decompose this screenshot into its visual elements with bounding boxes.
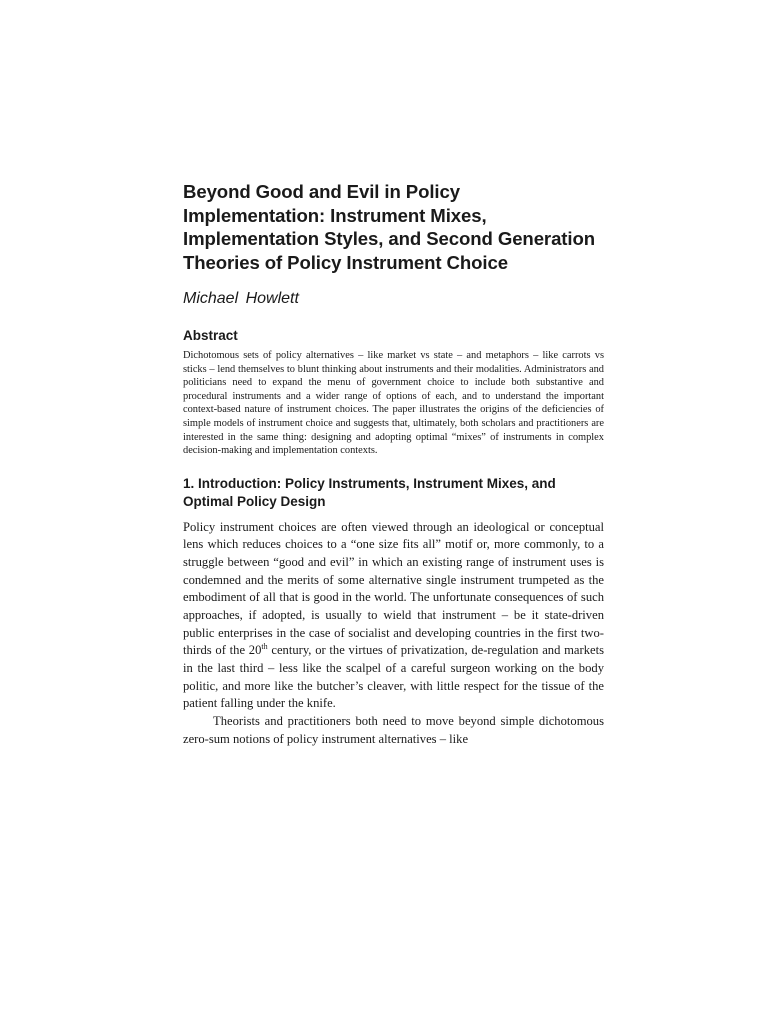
paper-author: Michael Howlett (183, 290, 299, 307)
body-paragraph-1 (183, 519, 604, 713)
section-1-heading: 1. Introduction: Policy Instruments, Instrument Mixes, and Optimal Policy Design (183, 475, 556, 510)
ordinal-superscript: th (261, 642, 268, 652)
abstract-heading: Abstract (183, 328, 238, 343)
paragraph-1-text-a: Policy instrument choices are often viewed through an ideological or conceptual lens which reduces choices to a “one size fits all” motif or, more commonly, to a struggle between “good and evil” in which an existing range of instrument uses is condemned and the merits of some alternative single instrument trumpeted as the embodiment of all that is good in the world. The unfortunate consequences of such approaches, if adopted, is usually to wield that instrument – be it state-driven public enterprises in the case of socialist and developing countries in the first two-thirds of the 20 (183, 519, 604, 658)
paragraph-1-text-b: century, or the virtues of privatization, de-regulation and markets in the last third – less like the scalpel of a careful surgeon working on the body politic, and more like the butcher’s cleaver, with little respect for the tissue of the patient falling under the knife. (183, 643, 604, 711)
paper-page (183, 180, 604, 748)
paper-title: Beyond Good and Evil in Policy Implementation: Instrument Mixes, Implementation Styles, and Second Generation Theories of Policy Instrument Choice (183, 181, 595, 273)
abstract-body: Dichotomous sets of policy alternatives – like market vs state – and metaphors – like carrots vs sticks – lend themselves to blunt thinking about instruments and their modalities. Administrators and politicians need to expand the menu of government choice to include both substantive and procedural instruments and a wider range of options of each, and to understand the important context-based nature of instrument choices. The paper illustrates the origins of the deficiencies of simple models of instrument choice and suggests that, ultimately, both scholars and practitioners are interested in the same thing: designing and adopting optimal “mixes” of instruments in complex decision-making and implementation contexts. (183, 350, 604, 457)
body-paragraph-2: Theorists and practitioners both need to move beyond simple dichotomous zero-sum notions of policy instrument alternatives – like (183, 713, 604, 746)
